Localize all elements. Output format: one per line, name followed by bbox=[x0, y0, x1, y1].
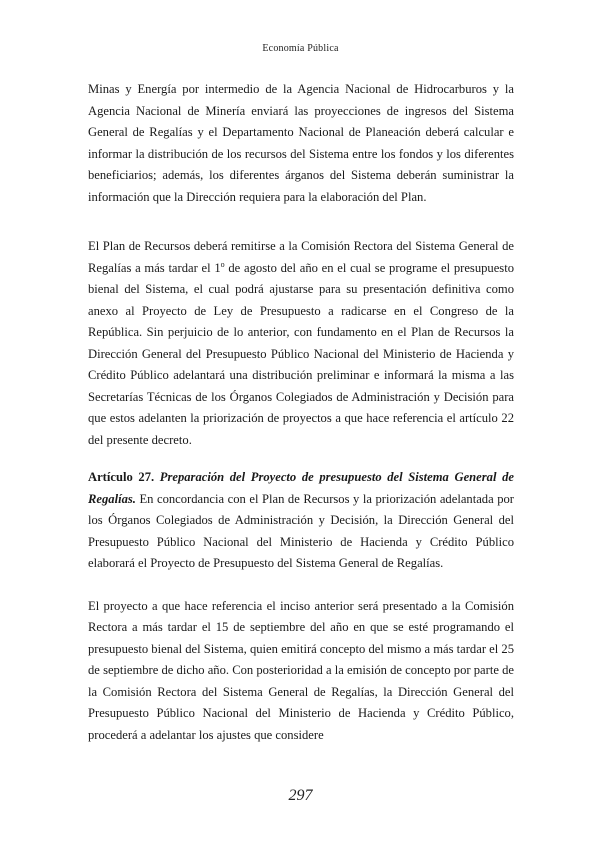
paragraph-1: Minas y Energía por intermedio de la Agencia Nacional de Hidrocarburos y la Agencia Nacional de Minería enviará las proyecciones de ingresos del Sistema General de Regalías y el Departamento Nacional de Planeación deberá calcular e informar la distribución de los recursos del Sistema entre los fondos y los diferentes beneficiarios; además, los diferentes árganos del Sistema deberán suministrar la información que la Dirección requiera para la elaboración del Plan. bbox=[88, 82, 514, 204]
paragraph-spacer bbox=[88, 451, 514, 467]
page-number: 297 bbox=[288, 787, 313, 804]
page-body bbox=[88, 79, 514, 746]
paragraph-2-text-a: El Plan de Recursos deberá remitirse a la Comisión Rectora del Sistema General de Regalías a más tardar el 1 bbox=[88, 239, 514, 275]
paragraph-2-text-b: de agosto del año en el cual se programe el presupuesto bienal del Sistema, el cual podrá ajustarse para su presentación definitiva como anexo al Proyecto de Ley de Presupuesto a radicarse en el Congreso de la República. Sin perjuicio de lo anterior, con fundamento en el Plan de Recursos la Dirección General del Presupuesto Público Nacional del Ministerio de Hacienda y Crédito Público adelantará una distribución preliminar e informará la misma a las Secretarías Técnicas de los Órganos Colegiados de Administración y Decisión para que estos adelanten la priorización de proyectos a que hace referencia el artículo 22 del presente decreto. bbox=[88, 260, 514, 447]
article-title: Preparación del Proyecto de presupuesto del Sistema General de Regalías. bbox=[88, 470, 514, 506]
article-27-paragraph bbox=[88, 467, 514, 575]
paragraph-spacer bbox=[88, 575, 514, 596]
article-label: Artículo 27. bbox=[88, 470, 155, 484]
article-body: En concordancia con el Plan de Recursos y la priorización adelantada por los Órganos Colegiados de Administración y Decisión, la Dirección General del Presupuesto Público Nacional del Ministerio de Hacienda y Crédito Público elaborará el Proyecto de Presupuesto del Sistema General de Regalías. bbox=[88, 491, 514, 570]
running-header: Economía Pública bbox=[262, 43, 339, 54]
ordinal-superscript: o bbox=[220, 259, 225, 269]
paragraph-4: El proyecto a que hace referencia el inciso anterior será presentado a la Comisión Rectora a más tardar el 15 de septiembre del año en que se esté programando el presupuesto bienal del Sistema, quien emitirá concepto del mismo a más tardar el 25 de septiembre de dicho año. Con posterioridad a la emisión de concepto por parte de la Comisión Rectora del Sistema General de Regalías, la Dirección General del Presupuesto Público Nacional del Ministerio de Hacienda y Crédito Público, procederá a adelantar los ajustes que considere bbox=[88, 598, 514, 742]
paragraph-spacer bbox=[88, 208, 514, 236]
paragraph-2 bbox=[88, 236, 514, 451]
